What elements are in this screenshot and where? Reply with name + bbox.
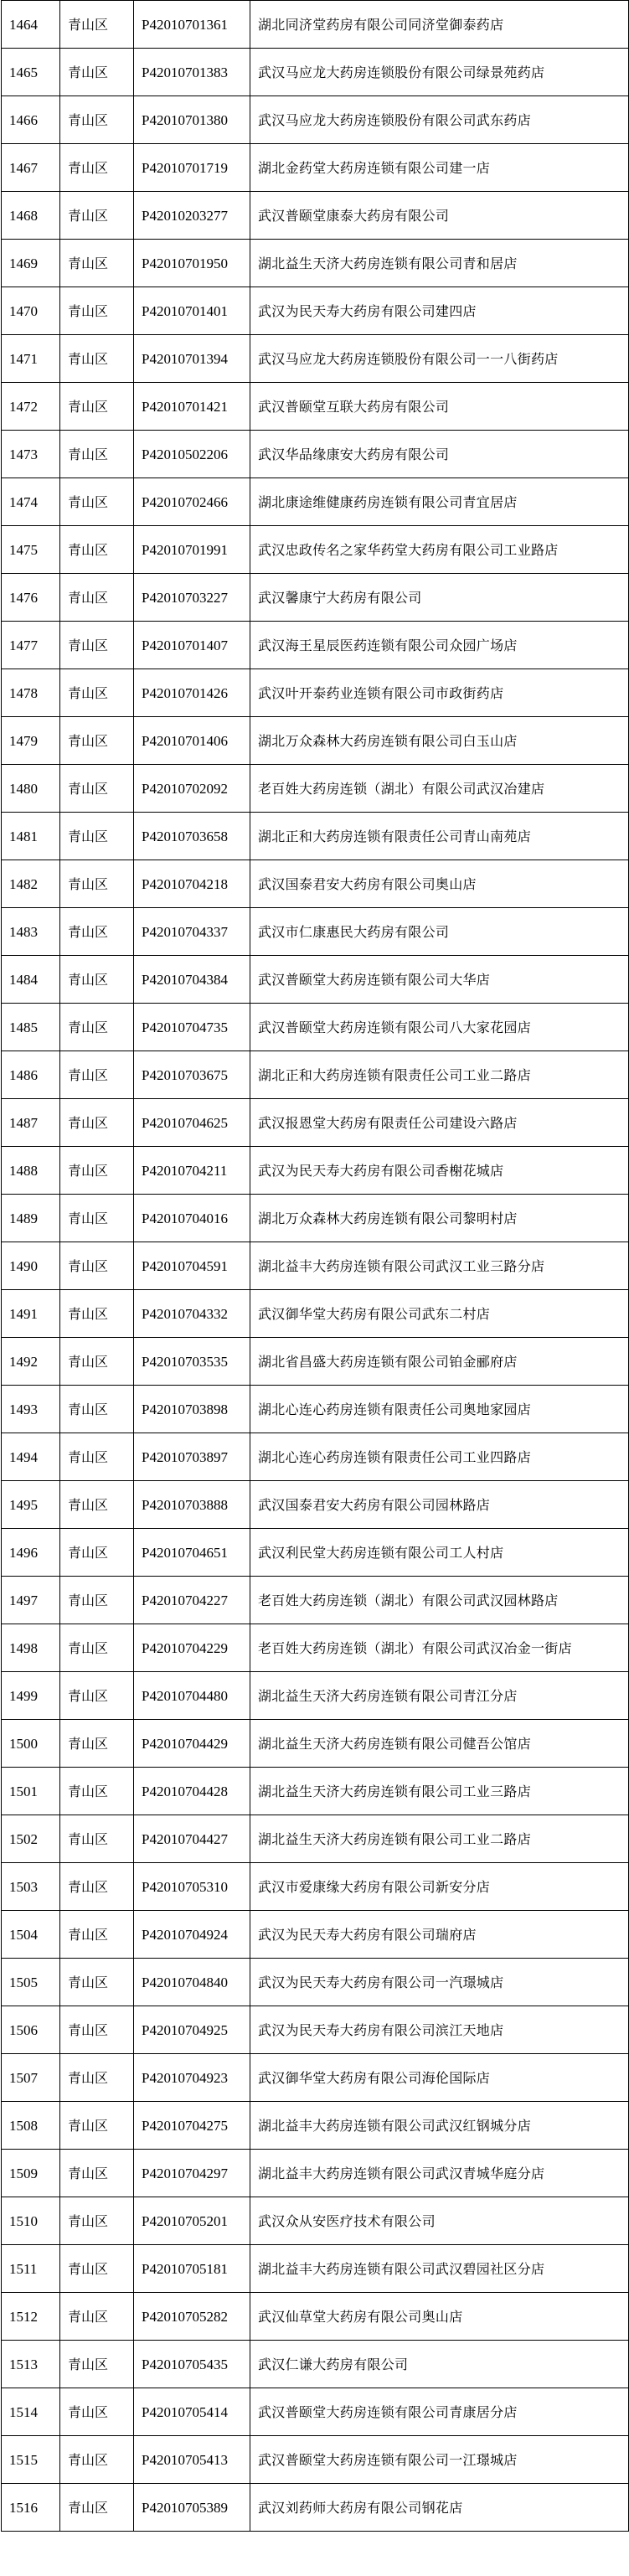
row-number-cell: 1511 (2, 2245, 60, 2293)
row-number-cell: 1481 (2, 813, 60, 860)
table-row (2, 478, 629, 526)
table-row (2, 574, 629, 622)
row-number-cell: 1486 (2, 1051, 60, 1099)
district-cell: 青山区 (60, 717, 134, 765)
pharmacy-name-cell: 武汉众从安医疗技术有限公司 (250, 2197, 629, 2245)
district-cell: 青山区 (60, 1815, 134, 1863)
pharmacy-name-cell: 老百姓大药房连锁（湖北）有限公司武汉冶建店 (250, 765, 629, 813)
row-number-cell: 1471 (2, 335, 60, 383)
pharmacy-code-cell: P42010703898 (134, 1386, 250, 1433)
table-row (2, 1195, 629, 1242)
row-number-cell: 1480 (2, 765, 60, 813)
pharmacy-name-cell: 湖北益丰大药房连锁有限公司武汉工业三路分店 (250, 1242, 629, 1290)
table-row (2, 2245, 629, 2293)
district-cell: 青山区 (60, 1386, 134, 1433)
table-row (2, 2436, 629, 2484)
table-row (2, 1529, 629, 1577)
table-row (2, 192, 629, 240)
table-row (2, 287, 629, 335)
pharmacy-name-cell: 湖北益丰大药房连锁有限公司武汉碧园社区分店 (250, 2245, 629, 2293)
pharmacy-name-cell: 武汉仁谦大药房有限公司 (250, 2341, 629, 2388)
row-number-cell: 1499 (2, 1672, 60, 1720)
pharmacy-code-cell: P42010701383 (134, 49, 250, 96)
table-row (2, 1863, 629, 1911)
district-cell: 青山区 (60, 2197, 134, 2245)
district-cell: 青山区 (60, 2341, 134, 2388)
table-row (2, 144, 629, 192)
district-cell: 青山区 (60, 2102, 134, 2150)
row-number-cell: 1512 (2, 2293, 60, 2341)
pharmacy-code-cell: P42010701394 (134, 335, 250, 383)
pharmacy-code-cell: P42010701401 (134, 287, 250, 335)
pharmacy-code-cell: P42010705201 (134, 2197, 250, 2245)
table-row (2, 2293, 629, 2341)
pharmacy-name-cell: 武汉叶开泰药业连锁有限公司市政街药店 (250, 669, 629, 717)
pharmacy-name-cell: 武汉刘药师大药房有限公司钢花店 (250, 2484, 629, 2532)
pharmacy-name-cell: 湖北康途维健康药房连锁有限公司青宜居店 (250, 478, 629, 526)
pharmacy-name-cell: 湖北益生天济大药房连锁有限公司青江分店 (250, 1672, 629, 1720)
table-row (2, 2006, 629, 2054)
table-row (2, 383, 629, 431)
pharmacy-code-cell: P42010502206 (134, 431, 250, 478)
district-cell: 青山区 (60, 431, 134, 478)
pharmacy-name-cell: 湖北益丰大药房连锁有限公司武汉红钢城分店 (250, 2102, 629, 2150)
table-row (2, 2484, 629, 2532)
table-row (2, 1242, 629, 1290)
pharmacy-name-cell: 武汉为民天寿大药房有限公司滨江天地店 (250, 2006, 629, 2054)
district-cell: 青山区 (60, 1959, 134, 2006)
table-row (2, 1481, 629, 1529)
row-number-cell: 1507 (2, 2054, 60, 2102)
table-row (2, 2197, 629, 2245)
row-number-cell: 1505 (2, 1959, 60, 2006)
table-row (2, 2388, 629, 2436)
row-number-cell: 1513 (2, 2341, 60, 2388)
district-cell: 青山区 (60, 1004, 134, 1051)
pharmacy-name-cell: 武汉报恩堂大药房有限责任公司建设六路店 (250, 1099, 629, 1147)
pharmacy-code-cell: P42010703888 (134, 1481, 250, 1529)
row-number-cell: 1503 (2, 1863, 60, 1911)
table-row (2, 1099, 629, 1147)
pharmacy-name-cell: 武汉为民天寿大药房有限公司香榭花城店 (250, 1147, 629, 1195)
pharmacy-code-cell: P42010704924 (134, 1911, 250, 1959)
table-body (2, 1, 629, 2532)
table-row (2, 1386, 629, 1433)
table-row (2, 1720, 629, 1768)
pharmacy-name-cell: 武汉普颐堂康泰大药房有限公司 (250, 192, 629, 240)
row-number-cell: 1502 (2, 1815, 60, 1863)
pharmacy-name-cell: 湖北益生天济大药房连锁有限公司青和居店 (250, 240, 629, 287)
row-number-cell: 1500 (2, 1720, 60, 1768)
pharmacy-name-cell: 武汉为民天寿大药房有限公司建四店 (250, 287, 629, 335)
row-number-cell: 1498 (2, 1624, 60, 1672)
row-number-cell: 1515 (2, 2436, 60, 2484)
table-row (2, 240, 629, 287)
table-row (2, 1433, 629, 1481)
pharmacy-name-cell: 武汉御华堂大药房有限公司海伦国际店 (250, 2054, 629, 2102)
row-number-cell: 1504 (2, 1911, 60, 1959)
district-cell: 青山区 (60, 813, 134, 860)
row-number-cell: 1469 (2, 240, 60, 287)
pharmacy-code-cell: P42010704275 (134, 2102, 250, 2150)
row-number-cell: 1464 (2, 1, 60, 49)
table-row (2, 813, 629, 860)
row-number-cell: 1465 (2, 49, 60, 96)
district-cell: 青山区 (60, 956, 134, 1004)
district-cell: 青山区 (60, 908, 134, 956)
table-row (2, 1147, 629, 1195)
district-cell: 青山区 (60, 1624, 134, 1672)
table-row (2, 1672, 629, 1720)
row-number-cell: 1516 (2, 2484, 60, 2532)
pharmacy-code-cell: P42010703675 (134, 1051, 250, 1099)
pharmacy-name-cell: 武汉马应龙大药房连锁股份有限公司一一八街药店 (250, 335, 629, 383)
row-number-cell: 1466 (2, 96, 60, 144)
table-row (2, 1004, 629, 1051)
district-cell: 青山区 (60, 669, 134, 717)
pharmacy-code-cell: P42010704016 (134, 1195, 250, 1242)
pharmacy-code-cell: P42010704218 (134, 860, 250, 908)
district-cell: 青山区 (60, 96, 134, 144)
pharmacy-code-cell: P42010705181 (134, 2245, 250, 2293)
pharmacy-name-cell: 武汉普颐堂大药房连锁有限公司青康居分店 (250, 2388, 629, 2436)
row-number-cell: 1482 (2, 860, 60, 908)
row-number-cell: 1492 (2, 1338, 60, 1386)
pharmacy-code-cell: P42010704297 (134, 2150, 250, 2197)
row-number-cell: 1491 (2, 1290, 60, 1338)
row-number-cell: 1467 (2, 144, 60, 192)
row-number-cell: 1489 (2, 1195, 60, 1242)
row-number-cell: 1490 (2, 1242, 60, 1290)
district-cell: 青山区 (60, 1911, 134, 1959)
row-number-cell: 1470 (2, 287, 60, 335)
pharmacy-code-cell: P42010705282 (134, 2293, 250, 2341)
district-cell: 青山区 (60, 574, 134, 622)
pharmacy-code-cell: P42010705413 (134, 2436, 250, 2484)
district-cell: 青山区 (60, 1720, 134, 1768)
row-number-cell: 1475 (2, 526, 60, 574)
pharmacy-code-cell: P42010704332 (134, 1290, 250, 1338)
row-number-cell: 1510 (2, 2197, 60, 2245)
district-cell: 青山区 (60, 49, 134, 96)
district-cell: 青山区 (60, 1338, 134, 1386)
table-row (2, 2054, 629, 2102)
row-number-cell: 1484 (2, 956, 60, 1004)
table-row (2, 1577, 629, 1624)
district-cell: 青山区 (60, 622, 134, 669)
pharmacy-code-cell: P42010705310 (134, 1863, 250, 1911)
district-cell: 青山区 (60, 2150, 134, 2197)
pharmacy-code-cell: P42010702092 (134, 765, 250, 813)
pharmacy-name-cell: 武汉利民堂大药房连锁有限公司工人村店 (250, 1529, 629, 1577)
pharmacy-code-cell: P42010704735 (134, 1004, 250, 1051)
table-row (2, 335, 629, 383)
district-cell: 青山区 (60, 2293, 134, 2341)
pharmacy-name-cell: 武汉御华堂大药房有限公司武东二村店 (250, 1290, 629, 1338)
row-number-cell: 1496 (2, 1529, 60, 1577)
table-row (2, 1338, 629, 1386)
pharmacy-code-cell: P42010703227 (134, 574, 250, 622)
pharmacy-name-cell: 武汉为民天寿大药房有限公司一汽璟城店 (250, 1959, 629, 2006)
row-number-cell: 1479 (2, 717, 60, 765)
pharmacy-name-cell: 老百姓大药房连锁（湖北）有限公司武汉园林路店 (250, 1577, 629, 1624)
row-number-cell: 1485 (2, 1004, 60, 1051)
table-row (2, 49, 629, 96)
district-cell: 青山区 (60, 860, 134, 908)
district-cell: 青山区 (60, 1195, 134, 1242)
pharmacy-name-cell: 武汉普颐堂大药房连锁有限公司八大家花园店 (250, 1004, 629, 1051)
row-number-cell: 1483 (2, 908, 60, 956)
table-row (2, 2341, 629, 2388)
pharmacy-table (1, 0, 629, 2532)
table-row (2, 1, 629, 49)
table-row (2, 765, 629, 813)
pharmacy-code-cell: P42010704840 (134, 1959, 250, 2006)
table-row (2, 1815, 629, 1863)
district-cell: 青山区 (60, 287, 134, 335)
pharmacy-name-cell: 武汉馨康宁大药房有限公司 (250, 574, 629, 622)
row-number-cell: 1473 (2, 431, 60, 478)
row-number-cell: 1472 (2, 383, 60, 431)
row-number-cell: 1493 (2, 1386, 60, 1433)
district-cell: 青山区 (60, 144, 134, 192)
pharmacy-code-cell: P42010701991 (134, 526, 250, 574)
table-row (2, 622, 629, 669)
district-cell: 青山区 (60, 2245, 134, 2293)
pharmacy-name-cell: 武汉普颐堂大药房连锁有限公司一江璟城店 (250, 2436, 629, 2484)
pharmacy-name-cell: 武汉为民天寿大药房有限公司瑞府店 (250, 1911, 629, 1959)
table-row (2, 1624, 629, 1672)
pharmacy-name-cell: 武汉忠政传名之家华药堂大药房有限公司工业路店 (250, 526, 629, 574)
district-cell: 青山区 (60, 2436, 134, 2484)
district-cell: 青山区 (60, 2006, 134, 2054)
pharmacy-name-cell: 湖北正和大药房连锁有限责任公司工业二路店 (250, 1051, 629, 1099)
pharmacy-code-cell: P42010704211 (134, 1147, 250, 1195)
pharmacy-name-cell: 武汉马应龙大药房连锁股份有限公司绿景苑药店 (250, 49, 629, 96)
pharmacy-code-cell: P42010701380 (134, 96, 250, 144)
pharmacy-name-cell: 武汉普颐堂互联大药房有限公司 (250, 383, 629, 431)
row-number-cell: 1497 (2, 1577, 60, 1624)
district-cell: 青山区 (60, 1242, 134, 1290)
district-cell: 青山区 (60, 1147, 134, 1195)
row-number-cell: 1488 (2, 1147, 60, 1195)
pharmacy-code-cell: P42010704429 (134, 1720, 250, 1768)
pharmacy-name-cell: 湖北心连心药房连锁有限责任公司奥地家园店 (250, 1386, 629, 1433)
pharmacy-name-cell: 武汉华品缘康安大药房有限公司 (250, 431, 629, 478)
pharmacy-code-cell: P42010705414 (134, 2388, 250, 2436)
pharmacy-code-cell: P42010704480 (134, 1672, 250, 1720)
district-cell: 青山区 (60, 526, 134, 574)
pharmacy-name-cell: 武汉马应龙大药房连锁股份有限公司武东药店 (250, 96, 629, 144)
pharmacy-code-cell: P42010704427 (134, 1815, 250, 1863)
pharmacy-code-cell: P42010701407 (134, 622, 250, 669)
district-cell: 青山区 (60, 478, 134, 526)
pharmacy-name-cell: 湖北益丰大药房连锁有限公司武汉青城华庭分店 (250, 2150, 629, 2197)
pharmacy-code-cell: P42010704227 (134, 1577, 250, 1624)
pharmacy-name-cell: 武汉市爱康缘大药房有限公司新安分店 (250, 1863, 629, 1911)
pharmacy-code-cell: P42010704651 (134, 1529, 250, 1577)
pharmacy-code-cell: P42010203277 (134, 192, 250, 240)
row-number-cell: 1508 (2, 2102, 60, 2150)
pharmacy-name-cell: 武汉仙草堂大药房有限公司奥山店 (250, 2293, 629, 2341)
pharmacy-code-cell: P42010704337 (134, 908, 250, 956)
row-number-cell: 1474 (2, 478, 60, 526)
row-number-cell: 1495 (2, 1481, 60, 1529)
pharmacy-code-cell: P42010704428 (134, 1768, 250, 1815)
district-cell: 青山区 (60, 1863, 134, 1911)
table-row (2, 908, 629, 956)
row-number-cell: 1506 (2, 2006, 60, 2054)
pharmacy-code-cell: P42010701426 (134, 669, 250, 717)
district-cell: 青山区 (60, 1768, 134, 1815)
row-number-cell: 1468 (2, 192, 60, 240)
district-cell: 青山区 (60, 1577, 134, 1624)
district-cell: 青山区 (60, 335, 134, 383)
table-row (2, 1051, 629, 1099)
pharmacy-code-cell: P42010703897 (134, 1433, 250, 1481)
district-cell: 青山区 (60, 1672, 134, 1720)
pharmacy-name-cell: 武汉市仁康惠民大药房有限公司 (250, 908, 629, 956)
pharmacy-name-cell: 湖北益生天济大药房连锁有限公司工业二路店 (250, 1815, 629, 1863)
pharmacy-name-cell: 武汉国泰君安大药房有限公司园林路店 (250, 1481, 629, 1529)
district-cell: 青山区 (60, 192, 134, 240)
pharmacy-code-cell: P42010701361 (134, 1, 250, 49)
district-cell: 青山区 (60, 1, 134, 49)
table-row (2, 1911, 629, 1959)
pharmacy-code-cell: P42010701950 (134, 240, 250, 287)
district-cell: 青山区 (60, 1051, 134, 1099)
row-number-cell: 1477 (2, 622, 60, 669)
district-cell: 青山区 (60, 765, 134, 813)
pharmacy-code-cell: P42010704229 (134, 1624, 250, 1672)
table-row (2, 717, 629, 765)
table-row (2, 431, 629, 478)
district-cell: 青山区 (60, 2388, 134, 2436)
district-cell: 青山区 (60, 2484, 134, 2532)
pharmacy-code-cell: P42010705435 (134, 2341, 250, 2388)
row-number-cell: 1478 (2, 669, 60, 717)
pharmacy-code-cell: P42010701421 (134, 383, 250, 431)
table-row (2, 669, 629, 717)
district-cell: 青山区 (60, 1099, 134, 1147)
pharmacy-name-cell: 湖北益生天济大药房连锁有限公司工业三路店 (250, 1768, 629, 1815)
pharmacy-name-cell: 湖北同济堂药房有限公司同济堂御泰药店 (250, 1, 629, 49)
pharmacy-name-cell: 武汉国泰君安大药房有限公司奥山店 (250, 860, 629, 908)
row-number-cell: 1494 (2, 1433, 60, 1481)
pharmacy-name-cell: 湖北万众森林大药房连锁有限公司黎明村店 (250, 1195, 629, 1242)
pharmacy-code-cell: P42010704925 (134, 2006, 250, 2054)
pharmacy-code-cell: P42010705389 (134, 2484, 250, 2532)
pharmacy-name-cell: 湖北益生天济大药房连锁有限公司健吾公馆店 (250, 1720, 629, 1768)
table-row (2, 956, 629, 1004)
pharmacy-code-cell: P42010704625 (134, 1099, 250, 1147)
table-row (2, 96, 629, 144)
pharmacy-code-cell: P42010704923 (134, 2054, 250, 2102)
table-row (2, 1959, 629, 2006)
table-row (2, 2102, 629, 2150)
pharmacy-name-cell: 老百姓大药房连锁（湖北）有限公司武汉冶金一街店 (250, 1624, 629, 1672)
row-number-cell: 1509 (2, 2150, 60, 2197)
pharmacy-name-cell: 武汉海王星辰医药连锁有限公司众园广场店 (250, 622, 629, 669)
table-row (2, 1768, 629, 1815)
pharmacy-code-cell: P42010703658 (134, 813, 250, 860)
pharmacy-code-cell: P42010701719 (134, 144, 250, 192)
table-row (2, 526, 629, 574)
district-cell: 青山区 (60, 1481, 134, 1529)
pharmacy-name-cell: 湖北心连心药房连锁有限责任公司工业四路店 (250, 1433, 629, 1481)
pharmacy-name-cell: 武汉普颐堂大药房连锁有限公司大华店 (250, 956, 629, 1004)
district-cell: 青山区 (60, 1290, 134, 1338)
district-cell: 青山区 (60, 2054, 134, 2102)
table-row (2, 860, 629, 908)
pharmacy-code-cell: P42010704591 (134, 1242, 250, 1290)
pharmacy-name-cell: 湖北正和大药房连锁有限责任公司青山南苑店 (250, 813, 629, 860)
pharmacy-name-cell: 湖北省昌盛大药房连锁有限公司铂金郦府店 (250, 1338, 629, 1386)
district-cell: 青山区 (60, 1529, 134, 1577)
pharmacy-code-cell: P42010703535 (134, 1338, 250, 1386)
pharmacy-code-cell: P42010702466 (134, 478, 250, 526)
pharmacy-code-cell: P42010704384 (134, 956, 250, 1004)
district-cell: 青山区 (60, 383, 134, 431)
district-cell: 青山区 (60, 1433, 134, 1481)
pharmacy-name-cell: 湖北万众森林大药房连锁有限公司白玉山店 (250, 717, 629, 765)
row-number-cell: 1476 (2, 574, 60, 622)
pharmacy-name-cell: 湖北金药堂大药房连锁有限公司建一店 (250, 144, 629, 192)
table-row (2, 1290, 629, 1338)
district-cell: 青山区 (60, 240, 134, 287)
pharmacy-code-cell: P42010701406 (134, 717, 250, 765)
row-number-cell: 1514 (2, 2388, 60, 2436)
row-number-cell: 1487 (2, 1099, 60, 1147)
table-row (2, 2150, 629, 2197)
row-number-cell: 1501 (2, 1768, 60, 1815)
